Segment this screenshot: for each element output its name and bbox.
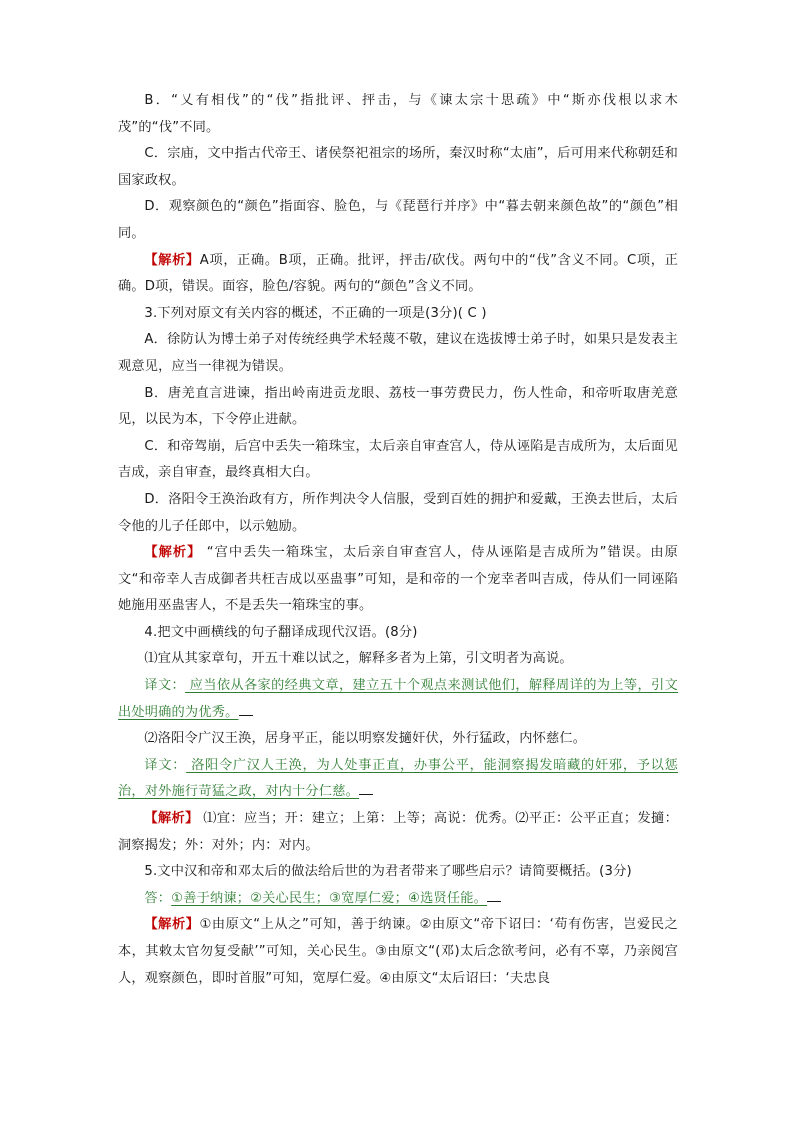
answer-label: 答：: [144, 890, 172, 906]
q4-translation-2: [118, 753, 678, 806]
q5-stem: 5.文中汉和帝和邓太后的做法给后世的为君者带来了哪些启示？请简要概括。(3分): [144, 864, 632, 880]
q3-option-a: A．徐防认为博士弟子对传统经典学术轻蔑不敬，建议在选拔博士弟子时，如果只是发表主观意见，应当一律视为错误。: [118, 332, 678, 374]
analysis-text: ⑴宜：应当；开：建立；上第：上等；高说：优秀。⑵平正：公平正直；发擿：洞察揭发；外：对外；内：对内。: [118, 811, 678, 853]
document-body: [118, 88, 678, 992]
q4-sentence-1: ⑴宜从其家章句，开五十难以试之，解释多者为上第，引文明者为高说。: [144, 651, 573, 667]
q4-translation-1: [118, 673, 678, 726]
q3-option-c: C．和帝驾崩，后宫中丢失一箱珠宝，太后亲自审查宫人，侍从诬陷是吉成所为，太后面见吉成，亲自审查，最终真相大白。: [118, 438, 678, 481]
answer-blank: [487, 887, 501, 902]
q3-analysis: [118, 540, 678, 620]
q3-option-b: B．唐羌直言进谏，指出岭南进贡龙眼、荔枝一事劳费民力，伤人性命，和帝听取唐羌意见，以民为本，下令停止进献。: [118, 385, 678, 428]
answer-blank: [359, 780, 373, 795]
translation-text: 应当依从各家的经典文章，建立五十个观点来测试他们，解释周详的为上等，引文出处明确的为优秀。: [118, 678, 678, 720]
answer-text: ①善于纳谏；②关心民生；③宽厚仁爱；④选贤任能。: [171, 890, 488, 906]
q2-option-b: B．“乂有相伐”的“伐”指批评、抨击，与《谏太宗十思疏》中“斯亦伐根以求木茂”的“伐”不同。: [118, 93, 678, 135]
analysis-text: ①由原文“上从之”可知，善于纳谏。②由原文“帝下诏曰：‘苟有伤害，岂爱民之本，其敕太官勿复受献’”可知，关心民生。③由原文“(邓)太后念欲考问，必有不辜，乃亲阅宫人，观察颜色，即时首服”可知，宽厚仁爱。④由原文“太后诏曰：‘夫忠良: [118, 917, 678, 986]
analysis-tag: 【解析】: [144, 917, 200, 933]
q2-analysis: [118, 248, 678, 301]
translation-label: 译文：: [144, 757, 187, 773]
answer-blank: [239, 701, 253, 716]
analysis-tag: 【解析】: [144, 545, 202, 561]
q2-option-c: C．宗庙，文中指古代帝王、诸侯祭祀祖宗的场所，秦汉时称“太庙”，后可用来代称朝廷和国家政权。: [118, 146, 678, 188]
q4-sentence-2: ⑵洛阳令广汉王涣，居身平正，能以明察发擿奸伏，外行猛政，内怀慈仁。: [144, 731, 587, 747]
q3-stem: 3.下列对原文有关内容的概述，不正确的一项是(3分)( C ): [144, 305, 487, 321]
analysis-text: A项，正确。B项，正确。批评，抨击/砍伐。两句中的“伐”含义不同。C项，正确。D项，错误。面容，脸色/容貌。两句的“颜色”含义不同。: [118, 252, 678, 295]
analysis-tag: 【解析】: [144, 811, 199, 827]
q5-analysis: [118, 912, 678, 992]
q4-stem: 4.把文中画横线的句子翻译成现代汉语。(8分): [144, 624, 418, 640]
q3-option-d: D．洛阳令王涣治政有方，所作判决令人信服，受到百姓的拥护和爱戴，王涣去世后，太后令他的儿子任郎中，以示勉励。: [118, 491, 678, 534]
translation-text: 洛阳令广汉人王涣，为人处事正直，办事公平，能洞察揭发暗藏的奸邪，予以惩治，对外施行苛猛之政，对内十分仁慈。: [118, 757, 678, 800]
q4-analysis: [118, 806, 678, 859]
q5-answer: [118, 886, 678, 913]
analysis-text: “宫中丢失一箱珠宝，太后亲自审查宫人，侍从诬陷是吉成所为”错误。由原文“和帝幸人吉成御者共枉吉成以巫蛊事”可知，是和帝的一个宠幸者叫吉成，侍从们一同诬陷她施用巫蛊害人，不是丢失一箱珠宝的事。: [118, 545, 678, 614]
q2-option-d: D．观察颜色的“颜色”指面容、脸色，与《琵琶行并序》中“暮去朝来颜色故”的“颜色”相同。: [118, 199, 678, 241]
translation-label: 译文：: [144, 678, 186, 694]
analysis-tag: 【解析】: [144, 252, 200, 268]
